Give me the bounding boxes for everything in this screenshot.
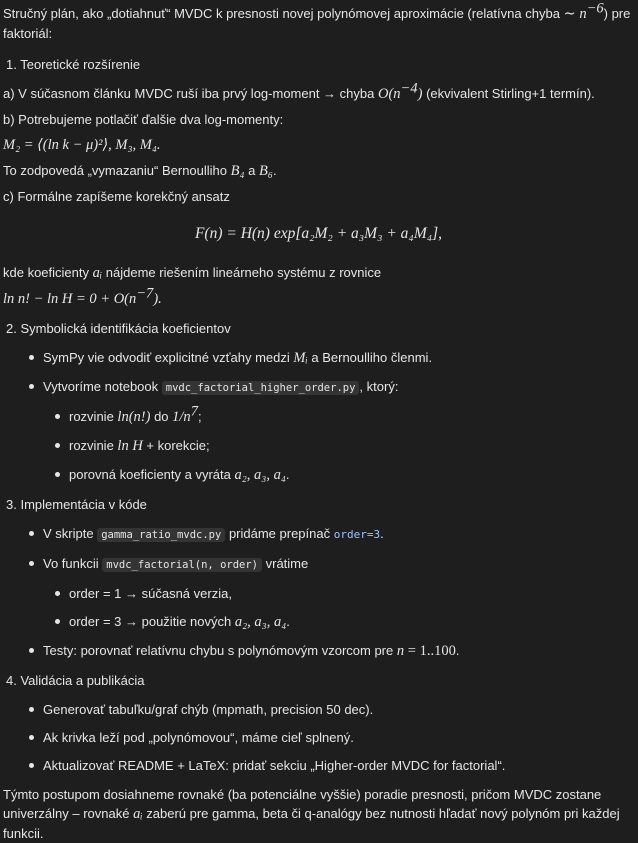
sub-bullet-list	[69, 403, 634, 485]
list-item: rozvinie ln(n!) do $1/n^7$;	[69, 407, 634, 427]
outro-paragraph: Týmto postupom dosiahneme rovnaké (ba potenciálne vyššie) poradie presnosti, pričom MVDC zostane univerzálny – rovnaké aᵢ zaberú pre gamma, beta či q-analógy bez nutnosti hľadať nový polynóm pri každej funkcii.	[3, 787, 620, 841]
list-item: Testy: porovnať relatívnu chybu s polynómovým vzorcom pre n = 1..100.	[43, 641, 634, 661]
section-symbolic	[3, 319, 634, 485]
inline-code: gamma_ratio_mvdc.py	[97, 528, 225, 542]
intro-paragraph: Stručný plán, ako „dotiahnuť“ MVDC k presnosti novej polynómovej aproximácie (relatívna chyba ∼ $n^{-6}$) pre faktoriál:	[3, 0, 631, 41]
list-item: Aktualizovať README + LaTeX: pridať sekciu „Higher-order MVDC for factorial“.	[43, 756, 634, 775]
list-item: Ak krivka leží pod „polynómovou“, máme cieľ splnený.	[43, 728, 634, 747]
list-item: Vytvoríme notebook mvdc_factorial_higher_order.py , ktorý: rozvinie ln(n!) do $1/n^7$; rozvinie ln H + korekcie; porovná koeficienty a vyráta a₂, a₃, a₄.	[43, 377, 634, 485]
section-implementation	[3, 495, 634, 661]
list-item: porovná koeficienty a vyráta a₂, a₃, a₄.	[69, 465, 634, 485]
theory-item-a: a) V súčasnom článku MVDC ruší iba prvý log-moment → chyba $O(n^{-4})$ (ekvivalent Stirling+1 termín).	[3, 80, 595, 102]
ansatz-equation: F(n) = H(n) exp[a₂M₂ + a₃M₃ + a₄M₄],	[194, 225, 443, 242]
moments-equation: M₂ = ⟨(ln k − μ)²⟩, M₃, M₄.	[3, 137, 161, 153]
bullet-list	[43, 348, 634, 485]
coefficients-note: kde koeficienty aᵢ nájdeme riešením lineárneho systému z rovnice	[3, 265, 382, 281]
section-heading: 2. Symbolická identifikácia koeficientov	[6, 321, 231, 336]
section-theory	[3, 55, 634, 309]
bernoulli-note: To zodpovedá „vymazaniu“ Bernoulliho B₄ a B₆.	[3, 163, 277, 179]
theory-item-b: b) Potrebujeme potlačiť ďalšie dva log-momenty:	[3, 112, 284, 127]
bullet-list	[43, 524, 634, 661]
sub-bullet-list	[69, 584, 634, 632]
list-item: SymPy vie odvodiť explicitné vzťahy medzi Mᵢ a Bernoulliho členmi.	[43, 348, 634, 368]
inline-code: order=3	[333, 528, 381, 541]
theory-item-c: c) Formálne zapíšeme korekčný ansatz	[3, 189, 230, 204]
list-item: Generovať tabuľku/graf chýb (mpmath, precision 50 dec).	[43, 700, 634, 719]
section-heading: 1. Teoretické rozšírenie	[6, 57, 141, 72]
bullet-list	[43, 700, 634, 775]
list-item: rozvinie ln H + korekcie;	[69, 436, 634, 456]
section-validation	[3, 671, 634, 775]
list-item: order = 3 → použitie nových a₂, a₃, a₄.	[69, 612, 634, 632]
list-item: Vo funkcii mvdc_factorial(n, order) vrátime order = 1 → súčasná verzia, order = 3 → použitie nových a₂, a₃, a₄.	[43, 554, 634, 632]
inline-code: mvdc_factorial(n, order)	[102, 558, 262, 572]
section-heading: 4. Validácia a publikácia	[6, 673, 145, 688]
inline-code: mvdc_factorial_higher_order.py	[162, 381, 360, 395]
error-equation: ln n! − $\ln H = 0 + O(n^{-7})$.	[3, 285, 162, 307]
list-item: V skripte gamma_ratio_mvdc.py pridáme prepínač order=3.	[43, 524, 634, 545]
list-item: order = 1 → súčasná verzia,	[69, 584, 634, 603]
section-heading: 3. Implementácia v kóde	[6, 497, 147, 512]
